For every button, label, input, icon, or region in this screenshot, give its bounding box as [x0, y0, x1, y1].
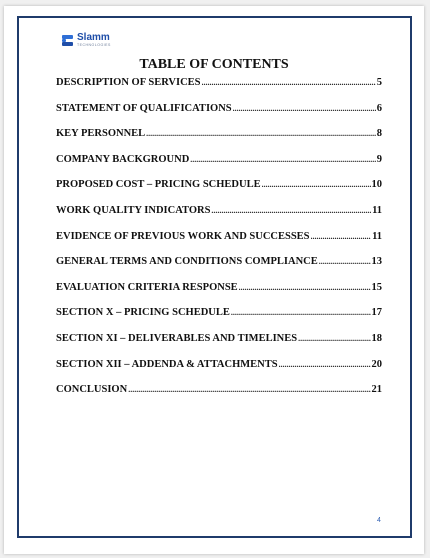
toc-entry-label: KEY PERSONNEL: [56, 128, 146, 140]
toc-dot-leader: [146, 129, 376, 138]
toc-entry[interactable]: [56, 282, 382, 308]
toc-entry[interactable]: [56, 256, 382, 282]
toc-entry[interactable]: [56, 333, 382, 359]
toc-entry-label: EVIDENCE OF PREVIOUS WORK AND SUCCESSES: [56, 230, 310, 242]
toc-dot-leader: [233, 104, 376, 113]
toc-dot-leader: [311, 232, 372, 241]
toc-entry-page: 10: [371, 179, 382, 191]
toc-entry-label: COMPANY BACKGROUND: [56, 153, 190, 165]
toc-entry-label: CONCLUSION: [56, 384, 128, 396]
toc-entry[interactable]: [56, 154, 382, 180]
toc-dot-leader: [211, 206, 371, 215]
toc-entry-label: PROPOSED COST – PRICING SCHEDULE: [56, 179, 261, 191]
toc-entry-label: SECTION XII – ADDENDA & ATTACHMENTS: [56, 358, 278, 370]
toc-entry-page: 20: [371, 358, 382, 370]
toc-entry[interactable]: [56, 128, 382, 154]
toc-entry-page: 5: [376, 77, 382, 88]
toc-entry-page: 17: [371, 307, 382, 319]
toc-dot-leader: [298, 334, 370, 343]
logo-subtitle: TECHNOLOGIES: [77, 43, 111, 47]
toc-entry-page: 6: [376, 102, 382, 114]
toc-entry[interactable]: [56, 179, 382, 205]
toc-dot-leader: [190, 155, 375, 164]
toc-entry[interactable]: [56, 307, 382, 333]
toc-entry-label: STATEMENT OF QUALIFICATIONS: [56, 102, 232, 114]
toc-entry-page: 8: [376, 128, 382, 140]
toc-entry[interactable]: [56, 205, 382, 231]
toc-dot-leader: [279, 360, 371, 369]
toc-entry-label: SECTION XI – DELIVERABLES AND TIMELINES: [56, 332, 298, 344]
toc-entry[interactable]: [56, 103, 382, 129]
toc-entry-label: GENERAL TERMS AND CONDITIONS COMPLIANCE: [56, 256, 318, 268]
document-page: [4, 6, 424, 554]
toc-entry-page: 18: [371, 332, 382, 344]
toc-entry-page: 13: [371, 256, 382, 268]
toc-dot-leader: [262, 180, 371, 189]
logo-text: [77, 33, 111, 48]
toc-dot-leader: [231, 308, 371, 317]
toc-dot-leader: [239, 283, 371, 292]
toc-entry-label: SECTION X – PRICING SCHEDULE: [56, 307, 230, 319]
toc-entry-page: 15: [371, 281, 382, 293]
company-logo: [62, 33, 111, 48]
toc-entry-page: 21: [371, 384, 382, 396]
toc-entry[interactable]: [56, 384, 382, 410]
toc-dot-leader: [319, 257, 371, 266]
toc-entry-label: WORK QUALITY INDICATORS: [56, 204, 211, 216]
toc-entry[interactable]: [56, 231, 382, 257]
table-of-contents: [56, 77, 382, 410]
page-number: 4: [377, 517, 381, 524]
toc-entry[interactable]: [56, 77, 382, 103]
logo-name: Slamm: [77, 32, 110, 43]
toc-entry-label: EVALUATION CRITERIA RESPONSE: [56, 281, 238, 293]
toc-dot-leader: [128, 385, 370, 394]
slamm-logo-icon: [62, 35, 73, 46]
toc-entry-page: 9: [376, 153, 382, 165]
toc-entry-page: 11: [372, 204, 382, 216]
toc-entry-label: DESCRIPTION OF SERVICES: [56, 77, 201, 88]
toc-entry[interactable]: [56, 359, 382, 385]
toc-dot-leader: [202, 78, 376, 87]
toc-entry-page: 11: [372, 230, 382, 242]
page-title: TABLE OF CONTENTS: [139, 57, 289, 72]
